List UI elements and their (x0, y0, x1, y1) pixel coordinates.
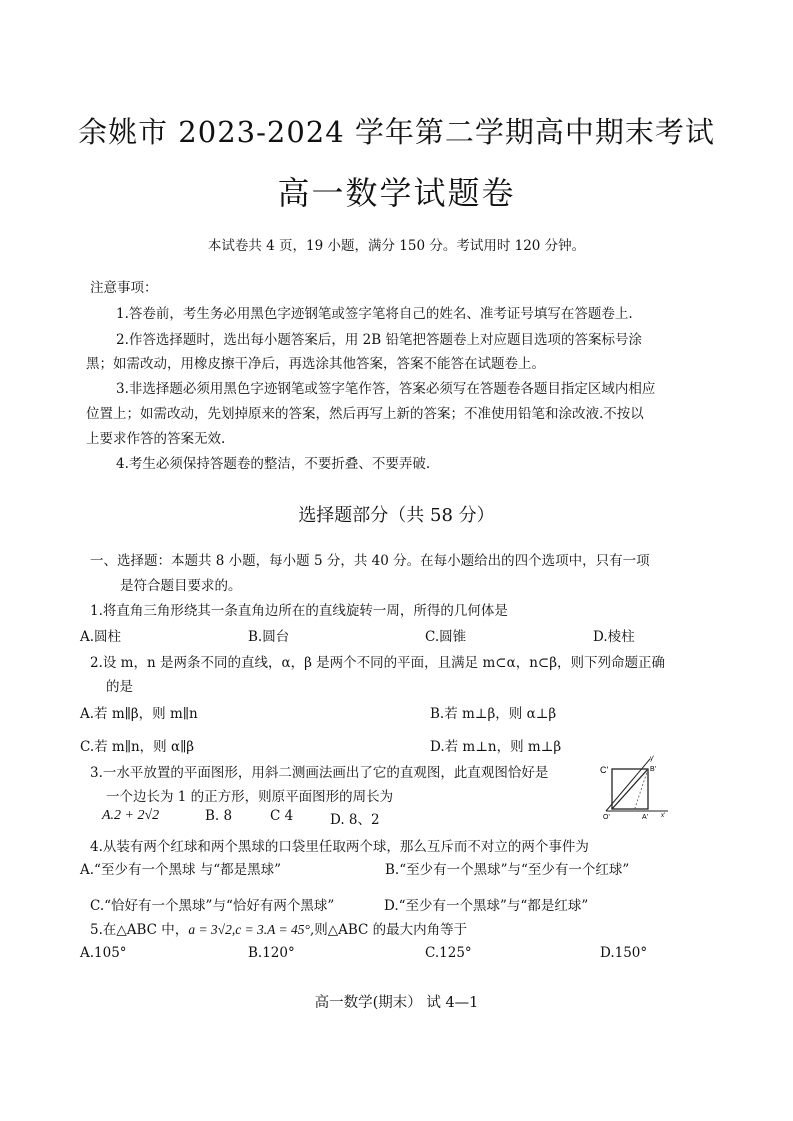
label-y: y' (650, 756, 655, 762)
section-intro: 是符合题目要求的。 (120, 578, 242, 594)
question-4-stem: 4.从装有两个红球和两个黑球的口袋里任取两个球，那么互斥而不对立的两个事件为 (90, 839, 589, 855)
q3-option-c: C 4 (270, 808, 294, 824)
question-2-stem: 的是 (106, 679, 133, 695)
q4-option-b: B.“至少有一个黑球”与“至少有一个红球” (385, 862, 630, 878)
page-footer: 高一数学(期末） 试 4—1 (314, 995, 479, 1011)
q5-option-c: C.125° (425, 945, 472, 961)
notice-line: 4.考生必须保持答题卷的整洁，不要折叠、不要弄破. (116, 456, 431, 472)
q5-option-a: A.105° (80, 945, 127, 961)
q5-stem-prefix: 5.在△ABC 中， (90, 922, 189, 938)
notice-heading: 注意事项： (90, 280, 158, 296)
question-3-stem: 一个边长为 1 的正方形，则原平面图形的周长为 (106, 789, 394, 805)
oblique-view-figure (598, 753, 670, 819)
q5-stem-suffix: ,则△ABC 的最大内角等于 (309, 922, 468, 938)
label-c: C' (600, 765, 609, 775)
section-title: 选择题部分（共 58 分） (298, 505, 495, 526)
diagonal-line (612, 769, 648, 809)
q1-option-a: A.圆柱 (80, 629, 122, 645)
question-1-stem: 1.将直角三角形绕其一条直角边所在的直线旋转一周，所得的几何体是 (90, 603, 508, 619)
label-o: O' (603, 814, 610, 819)
q5-stem-math: a = 3√2,c = 3.A = 45° (188, 922, 310, 937)
q2-option-c: C.若 m∥n，则 α∥β (80, 739, 195, 755)
q1-option-d: D.棱柱 (593, 629, 635, 645)
q1-option-b: B.圆台 (248, 629, 290, 645)
notice-line: 位置上；如需改动，先划掉原来的答案，然后再写上新的答案；不准使用铅笔和涂改液.不按以 (86, 406, 644, 422)
notice-line: 黑；如需改动，用橡皮擦干净后，再选涂其他答案，答案不能答在试题卷上。 (86, 356, 545, 372)
q2-option-a: A.若 m∥β，则 m∥n (80, 706, 198, 722)
notice-line: 上要求作答的答案无效. (86, 431, 226, 447)
label-a: A' (642, 814, 649, 819)
notice-line: 1.答卷前，考生务必用黑色字迹钢笔或签字笔将自己的姓名、准考证号填写在答题卷上. (116, 306, 633, 322)
exam-subtitle: 高一数学试题卷 (277, 174, 516, 212)
exam-title: 余姚市 2023-2024 学年第二学期高中期末考试 (78, 115, 715, 149)
q2-option-d: D.若 m⊥n，则 m⊥β (430, 739, 562, 755)
question-2-stem: 2.设 m，n 是两条不同的直线，α，β 是两个不同的平面，且满足 m⊂α，n⊂β，则下列命题正确 (90, 655, 666, 671)
q4-option-d: D.“至少有一个黑球”与“都是红球” (384, 898, 589, 914)
q3-option-b: B. 8 (205, 808, 233, 824)
label-b: B' (650, 766, 657, 773)
question-3-stem: 3.一水平放置的平面图形，用斜二测画法画出了它的直观图，此直观图恰好是 (90, 765, 549, 781)
q2-option-b: B.若 m⊥β，则 α⊥β (430, 706, 557, 722)
section-intro: 一、选择题：本题共 8 小题，每小题 5 分，共 40 分。在每小题给出的四个选项中，只有一项 (90, 553, 650, 569)
q3-option-d: D. 8、2 (330, 812, 380, 828)
q3-option-a: A.2 + 2√2 (102, 808, 160, 823)
q1-option-c: C.圆锥 (425, 629, 467, 645)
notice-line: 2.作答选择题时，选出每小题答案后，用 2B 铅笔把答题卷上对应题目选项的答案标号涂 (116, 332, 642, 348)
label-x: x' (661, 813, 666, 819)
q4-option-a: A.“至少有一个黑球 与“都是黑球” (80, 862, 282, 878)
q5-option-b: B.120° (248, 945, 295, 961)
q5-option-d: D.150° (600, 945, 648, 961)
notice-line: 3.非选择题必须用黑色字迹钢笔或签字笔作答，答案必须写在答题卷各题目指定区域内相应 (116, 381, 656, 397)
q4-option-c: C.“恰好有一个黑球”与“恰好有两个黑球” (90, 898, 335, 914)
exam-info: 本试卷共 4 页，19 小题，满分 150 分。考试用时 120 分钟。 (207, 238, 586, 254)
question-5-stem (90, 918, 467, 938)
